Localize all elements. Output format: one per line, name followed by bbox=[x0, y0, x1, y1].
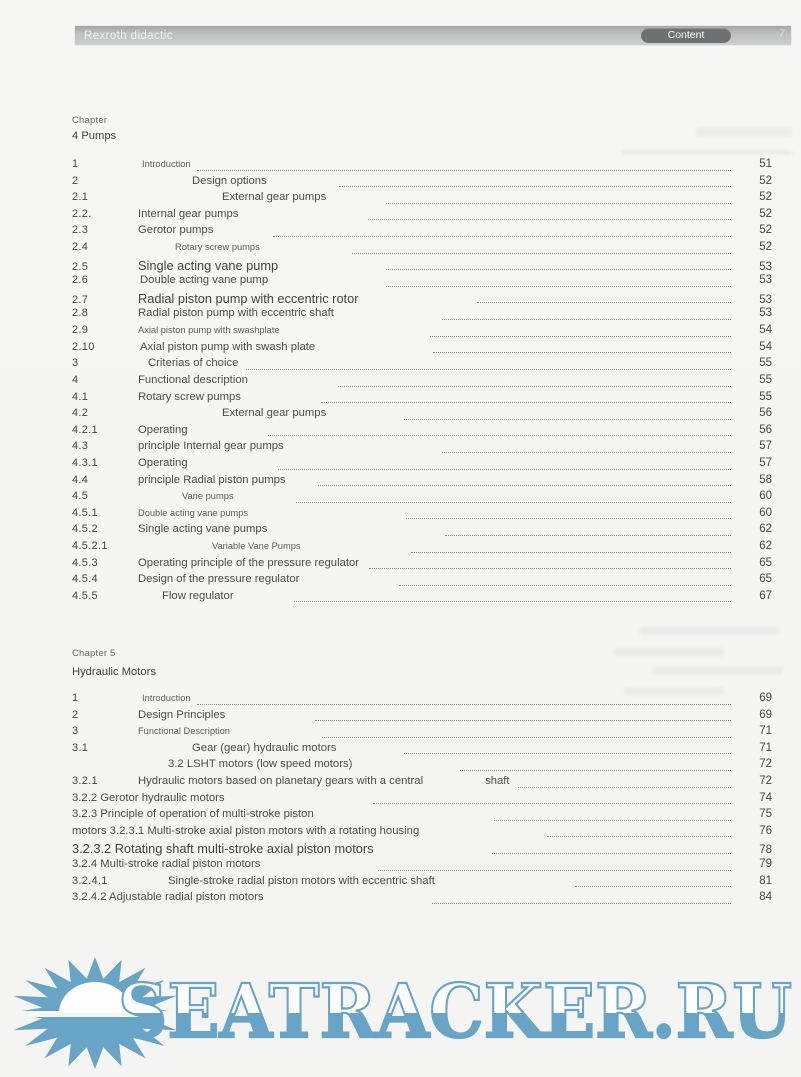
toc-row-title: Single acting vane pump bbox=[138, 257, 279, 273]
toc-row-title: Gerotor pumps bbox=[138, 224, 214, 237]
dot-leader bbox=[442, 452, 731, 453]
toc-row-page: 53 bbox=[759, 274, 772, 287]
toc-row-number: 4 bbox=[72, 373, 79, 386]
toc-row[interactable] bbox=[72, 274, 772, 291]
toc-row-page: 76 bbox=[759, 824, 772, 837]
toc-row[interactable] bbox=[72, 692, 772, 709]
toc-row[interactable] bbox=[72, 775, 772, 792]
dot-leader bbox=[321, 402, 731, 403]
toc-row[interactable] bbox=[72, 808, 772, 825]
toc-row-number: 3.2.4.1 bbox=[72, 874, 108, 887]
toc-row-title: Rotary screw pumps bbox=[138, 390, 241, 403]
toc-row-title: External gear pumps bbox=[222, 191, 327, 204]
toc-row[interactable] bbox=[72, 891, 772, 908]
dot-leader bbox=[404, 753, 731, 754]
dot-leader bbox=[494, 820, 731, 821]
toc-row-number: 2.10 bbox=[72, 340, 95, 353]
dot-leader bbox=[352, 253, 731, 254]
dot-leader bbox=[518, 787, 731, 788]
toc-row-page: 60 bbox=[759, 490, 772, 503]
toc-row-number: 2.6 bbox=[72, 274, 89, 287]
dot-leader bbox=[477, 302, 732, 303]
toc-row-number: 2.7 bbox=[72, 293, 89, 306]
dot-leader bbox=[339, 186, 731, 187]
toc-row[interactable] bbox=[72, 523, 772, 540]
dot-leader bbox=[404, 419, 731, 420]
toc-row-page: 67 bbox=[759, 589, 772, 602]
toc-row[interactable] bbox=[72, 424, 772, 441]
toc-row-page: 71 bbox=[759, 725, 772, 738]
toc-row-number: 2.3 bbox=[72, 224, 89, 237]
toc-row-title: Internal gear pumps bbox=[138, 207, 239, 220]
toc-row-title: Functional Description bbox=[138, 726, 230, 737]
toc-row-page: 52 bbox=[759, 207, 772, 220]
toc-row-number: 2.4 bbox=[72, 241, 89, 254]
toc-row-title: 3.2.4 Multi-stroke radial piston motors bbox=[72, 858, 261, 871]
dot-leader bbox=[294, 601, 731, 602]
toc-row-title: Flow regulator bbox=[162, 589, 234, 602]
toc-row[interactable] bbox=[72, 825, 772, 842]
toc-row-page: 57 bbox=[759, 456, 772, 469]
content-tab[interactable]: Content bbox=[641, 28, 731, 43]
toc-row-page: 53 bbox=[759, 293, 772, 306]
toc-row-page: 58 bbox=[759, 473, 772, 486]
dot-leader bbox=[369, 568, 731, 569]
page-number: 7 bbox=[778, 28, 785, 40]
toc-row-title: Design options bbox=[192, 174, 267, 187]
toc-row-page: 60 bbox=[759, 506, 772, 519]
toc-row-number: 2.5 bbox=[72, 260, 89, 273]
dot-leader bbox=[433, 352, 731, 353]
dot-leader bbox=[406, 518, 731, 519]
toc-row[interactable] bbox=[72, 742, 772, 759]
toc-row-page: 69 bbox=[759, 692, 772, 704]
toc-row-number: 1 bbox=[72, 158, 79, 170]
dot-leader bbox=[338, 386, 731, 387]
toc-row-title: principle Radial piston pumps bbox=[138, 473, 286, 486]
toc-row-title: External gear pumps bbox=[222, 407, 327, 420]
toc-row[interactable] bbox=[72, 307, 772, 324]
dot-leader bbox=[197, 170, 731, 171]
toc-row[interactable] bbox=[72, 391, 772, 408]
toc-row-title: Operating bbox=[138, 423, 188, 436]
dot-leader bbox=[268, 435, 731, 436]
toc-row-page: 55 bbox=[759, 390, 772, 403]
toc-row-page: 69 bbox=[759, 708, 772, 721]
dot-leader bbox=[445, 535, 731, 536]
dot-leader bbox=[315, 720, 731, 721]
toc-row[interactable] bbox=[72, 858, 772, 875]
toc-row[interactable] bbox=[72, 440, 772, 457]
toc-row-title2: shaft bbox=[485, 775, 510, 788]
toc-row[interactable] bbox=[72, 175, 772, 192]
toc-row[interactable] bbox=[72, 208, 772, 225]
dot-leader bbox=[386, 269, 731, 270]
dot-leader bbox=[273, 236, 731, 237]
toc-row-page: 75 bbox=[759, 808, 772, 821]
toc-row-number: 4.5.1 bbox=[72, 506, 98, 519]
toc-row[interactable] bbox=[72, 407, 772, 424]
toc-row-page: 62 bbox=[759, 540, 772, 553]
toc-row-page: 78 bbox=[759, 844, 772, 857]
toc-row[interactable] bbox=[72, 758, 772, 775]
toc-row[interactable] bbox=[72, 557, 772, 574]
toc-row-number: 2.2. bbox=[72, 207, 92, 220]
toc-row-page: 54 bbox=[759, 340, 772, 353]
dot-leader bbox=[368, 219, 731, 220]
toc-row[interactable] bbox=[72, 341, 772, 358]
dot-leader bbox=[430, 336, 731, 337]
toc-row-number: 4.2.1 bbox=[72, 423, 98, 436]
chapter-title: 4 Pumps bbox=[72, 130, 117, 142]
toc-row-page: 62 bbox=[759, 523, 772, 536]
toc-row-page: 53 bbox=[759, 307, 772, 320]
toc-row-number: 4.4 bbox=[72, 473, 89, 486]
toc-row-number: 2 bbox=[72, 174, 79, 187]
toc-row-number: 1 bbox=[72, 692, 79, 704]
toc-row[interactable] bbox=[72, 725, 772, 742]
dot-leader bbox=[399, 585, 731, 586]
dot-leader bbox=[492, 853, 731, 854]
toc-row-number: 4.5.2.1 bbox=[72, 540, 108, 553]
watermark bbox=[0, 945, 801, 1077]
page-header-bar bbox=[75, 26, 791, 45]
toc-row-page: 56 bbox=[759, 407, 772, 420]
toc-row-page: 52 bbox=[759, 224, 772, 237]
toc-row-title: Introduction bbox=[142, 693, 191, 703]
toc-row[interactable] bbox=[72, 792, 772, 809]
chapter-5-hydraulic-motors-section bbox=[72, 648, 772, 908]
toc-row-title: Axial piston pump with swashplate bbox=[138, 325, 280, 336]
toc-row[interactable] bbox=[72, 507, 772, 524]
toc-row-page: 84 bbox=[759, 891, 772, 904]
toc-row-page: 79 bbox=[759, 858, 772, 871]
dot-leader bbox=[575, 886, 731, 887]
toc-row-title: 3.2.4.2 Adjustable radial piston motors bbox=[72, 891, 264, 904]
toc-row-page: 71 bbox=[759, 741, 772, 754]
toc-row-title: Gear (gear) hydraulic motors bbox=[192, 741, 337, 754]
toc-row-number: 4.1 bbox=[72, 390, 89, 403]
dot-leader bbox=[432, 903, 731, 904]
toc-row-title: Design of the pressure regulator bbox=[138, 573, 300, 586]
toc-row-number: 2.9 bbox=[72, 324, 89, 337]
toc-row-title: Design Principles bbox=[138, 708, 226, 721]
toc-row-title: Single acting vane pumps bbox=[138, 523, 268, 536]
dot-leader bbox=[386, 286, 731, 287]
toc-row[interactable] bbox=[72, 841, 772, 858]
dot-leader bbox=[442, 319, 731, 320]
toc-row-page: 55 bbox=[759, 373, 772, 386]
toc-row-number: 3.1 bbox=[72, 741, 89, 754]
dot-leader bbox=[246, 369, 731, 370]
toc-row-page: 54 bbox=[759, 324, 772, 337]
toc-row[interactable] bbox=[72, 374, 772, 391]
toc-row-page: 81 bbox=[759, 874, 772, 887]
toc-row-title: Introduction bbox=[142, 159, 191, 169]
toc-row-title: Criterias of choice bbox=[148, 357, 239, 370]
toc-row-number: 4.3.1 bbox=[72, 456, 98, 469]
toc-row-title: 3.2.3.2 Rotating shaft multi-stroke axial piston motors bbox=[72, 841, 374, 857]
toc-row[interactable] bbox=[72, 490, 772, 507]
toc-row-page: 72 bbox=[759, 775, 772, 788]
toc-row-title: Variable Vane Pumps bbox=[212, 541, 301, 552]
toc-row[interactable] bbox=[72, 709, 772, 726]
toc-row-title: Double acting vane pump bbox=[140, 274, 269, 287]
toc-row-number: 3 bbox=[72, 725, 79, 738]
toc-row-number: 3 bbox=[72, 357, 79, 370]
toc-row[interactable] bbox=[72, 191, 772, 208]
toc-row-title: Operating bbox=[138, 456, 188, 469]
toc-row-title: Radial piston pump with eccentric rotor bbox=[138, 290, 359, 306]
chapter-label: Chapter 5 bbox=[72, 648, 116, 659]
dot-leader bbox=[378, 870, 731, 871]
toc-row-title: Axial piston pump with swash plate bbox=[140, 340, 316, 353]
toc-row[interactable] bbox=[72, 324, 772, 341]
toc-row-title: Functional description bbox=[138, 373, 248, 386]
toc-row[interactable] bbox=[72, 357, 772, 374]
dot-leader bbox=[460, 770, 731, 771]
toc-row-page: 57 bbox=[759, 440, 772, 453]
toc-row-title: 3.2 LSHT motors (low speed motors) bbox=[168, 758, 353, 771]
toc-row-page: 56 bbox=[759, 423, 772, 436]
toc-row-title: 3.2.3 Principle of operation of multi-stroke piston bbox=[72, 808, 314, 821]
toc-row[interactable] bbox=[72, 291, 772, 308]
toc-row-title: Double acting vane pumps bbox=[138, 507, 249, 518]
toc-row-page: 51 bbox=[759, 158, 772, 170]
toc-row-number: 2 bbox=[72, 708, 79, 721]
toc-row[interactable] bbox=[72, 573, 772, 590]
toc-row[interactable] bbox=[72, 224, 772, 241]
toc-list bbox=[72, 692, 772, 908]
chapter-4-pumps-section bbox=[72, 115, 772, 606]
toc-row-page: 74 bbox=[759, 791, 772, 804]
dot-leader bbox=[318, 485, 731, 486]
toc-row-title: Hydraulic motors based on planetary gears with a central bbox=[138, 775, 424, 788]
toc-row[interactable] bbox=[72, 158, 772, 175]
dot-leader bbox=[547, 836, 731, 837]
toc-row-title: motors 3.2.3.1 Multi-stroke axial piston motors with a rotating housing bbox=[72, 824, 420, 837]
toc-row-page: 65 bbox=[759, 556, 772, 569]
toc-row-page: 72 bbox=[759, 758, 772, 771]
toc-row-title: Single-stroke radial piston motors with eccentric shaft bbox=[168, 874, 435, 887]
toc-row[interactable] bbox=[72, 457, 772, 474]
toc-row-title: 3.2.2 Gerotor hydraulic motors bbox=[72, 791, 225, 804]
toc-row[interactable] bbox=[72, 474, 772, 491]
chapter-label: Chapter bbox=[72, 115, 108, 126]
toc-row-page: 52 bbox=[759, 174, 772, 187]
bleed-through-artifact bbox=[640, 627, 780, 635]
toc-row-page: 65 bbox=[759, 573, 772, 586]
toc-row[interactable] bbox=[72, 258, 772, 275]
toc-row-title: Operating principle of the pressure regulator bbox=[138, 556, 360, 569]
toc-row[interactable] bbox=[72, 590, 772, 607]
dot-leader bbox=[197, 704, 731, 705]
toc-row-page: 53 bbox=[759, 260, 772, 273]
toc-row-title: Rotary screw pumps bbox=[175, 242, 260, 253]
toc-row-number: 4.5.3 bbox=[72, 556, 98, 569]
toc-row-title: Radial piston pump with eccentric shaft bbox=[138, 307, 334, 320]
toc-row-number: 4.5 bbox=[72, 490, 89, 503]
brand-label: Rexroth didactic bbox=[84, 29, 173, 42]
dot-leader bbox=[373, 803, 731, 804]
toc-row-number: 4.5.5 bbox=[72, 589, 98, 602]
dot-leader bbox=[296, 502, 731, 503]
toc-row-page: 55 bbox=[759, 357, 772, 370]
toc-row-page: 52 bbox=[759, 241, 772, 254]
dot-leader bbox=[411, 552, 731, 553]
toc-row-number: 4.3 bbox=[72, 440, 89, 453]
dot-leader bbox=[386, 203, 731, 204]
toc-row-page: 52 bbox=[759, 191, 772, 204]
toc-row[interactable] bbox=[72, 241, 772, 258]
dot-leader bbox=[278, 469, 731, 470]
chapter-title: Hydraulic Motors bbox=[72, 666, 156, 678]
toc-row-number: 2.8 bbox=[72, 307, 89, 320]
toc-row[interactable] bbox=[72, 540, 772, 557]
toc-row[interactable] bbox=[72, 875, 772, 892]
toc-row-number: 4.2 bbox=[72, 407, 89, 420]
toc-row-number: 4.5.4 bbox=[72, 573, 98, 586]
toc-list bbox=[72, 158, 772, 606]
toc-row-number: 3.2.1 bbox=[72, 775, 98, 788]
toc-row-number: 2.1 bbox=[72, 191, 89, 204]
toc-row-title: principle Internal gear pumps bbox=[138, 440, 284, 453]
dot-leader bbox=[322, 737, 731, 738]
toc-row-title: Vane pumps bbox=[182, 491, 234, 502]
toc-row-number: 4.5.2 bbox=[72, 523, 98, 536]
watermark-text: SEATRACKER.RU bbox=[118, 969, 792, 1055]
